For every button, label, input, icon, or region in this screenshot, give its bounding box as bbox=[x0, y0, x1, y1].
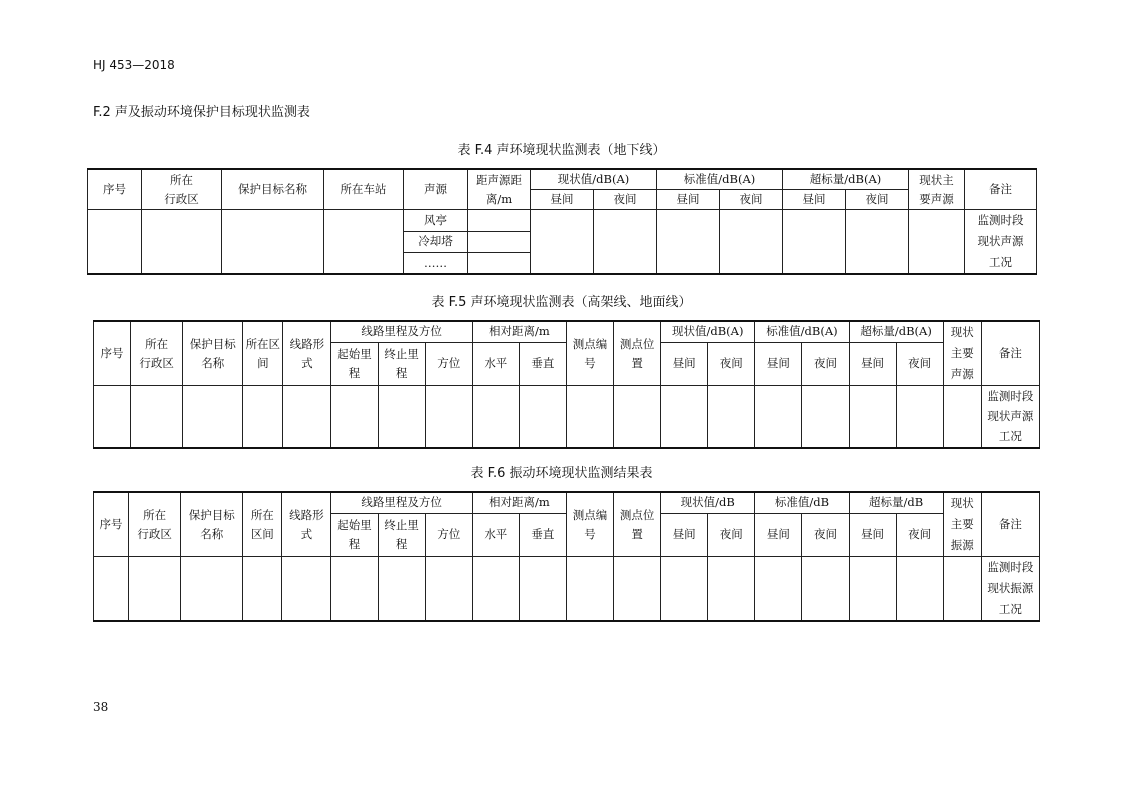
table-f4 bbox=[87, 168, 1037, 275]
col-start-mileage: 起始里 程 bbox=[331, 513, 378, 557]
col-current-day: 昼间 bbox=[661, 342, 708, 386]
col-exceed: 超标量/dB bbox=[849, 492, 943, 513]
table-cell bbox=[909, 210, 965, 275]
table-cell bbox=[425, 557, 472, 622]
table-cell bbox=[331, 386, 378, 448]
source-row-3: …… bbox=[404, 253, 468, 275]
document-code: HJ 453—2018 bbox=[93, 58, 175, 72]
table-cell bbox=[181, 557, 243, 622]
col-line-form: 线路形 式 bbox=[282, 492, 331, 557]
col-seq: 序号 bbox=[94, 492, 129, 557]
col-seq: 序号 bbox=[88, 169, 142, 210]
table-cell bbox=[222, 210, 324, 275]
table-cell bbox=[708, 386, 755, 448]
table-cell bbox=[849, 557, 896, 622]
remark-body: 监测时段 现状声源 工况 bbox=[965, 210, 1037, 275]
col-exceed-night: 夜间 bbox=[896, 342, 943, 386]
col-exceed-day: 昼间 bbox=[849, 513, 896, 557]
col-point-position: 测点位 置 bbox=[614, 321, 661, 386]
col-current: 现状值/dB(A) bbox=[531, 169, 657, 190]
source-row-2: 冷却塔 bbox=[404, 231, 468, 253]
col-station: 所在车站 bbox=[324, 169, 404, 210]
col-region: 所在 行政区 bbox=[129, 492, 181, 557]
table-cell bbox=[331, 557, 378, 622]
table-cell bbox=[283, 386, 331, 448]
col-start-mileage: 起始里 程 bbox=[331, 342, 378, 386]
table-cell bbox=[472, 386, 519, 448]
col-vertical: 垂直 bbox=[519, 342, 566, 386]
col-exceed: 超标量/dB(A) bbox=[849, 321, 943, 342]
col-target: 保护目标名称 bbox=[222, 169, 324, 210]
col-current: 现状值/dB bbox=[661, 492, 755, 513]
col-point-id: 测点编 号 bbox=[566, 321, 613, 386]
col-mileage: 线路里程及方位 bbox=[331, 492, 472, 513]
col-seq: 序号 bbox=[94, 321, 131, 386]
col-relative-distance: 相对距离/m bbox=[472, 321, 566, 342]
col-main-source: 现状 主要 声源 bbox=[943, 321, 981, 386]
col-standard-day: 昼间 bbox=[755, 342, 802, 386]
table-cell bbox=[324, 210, 404, 275]
col-current: 现状值/dB(A) bbox=[661, 321, 755, 342]
table-cell bbox=[657, 210, 720, 275]
table-cell bbox=[594, 210, 657, 275]
table-cell bbox=[755, 557, 802, 622]
col-section: 所在 区间 bbox=[243, 492, 282, 557]
table-cell bbox=[425, 386, 472, 448]
remark-body: 监测时段 现状振源 工况 bbox=[981, 557, 1039, 622]
table-cell bbox=[720, 210, 783, 275]
col-source: 声源 bbox=[404, 169, 468, 210]
table-cell bbox=[129, 557, 181, 622]
table-cell bbox=[282, 557, 331, 622]
page-number: 38 bbox=[93, 700, 109, 714]
col-current-night: 夜间 bbox=[594, 190, 657, 210]
col-line-form: 线路形 式 bbox=[283, 321, 331, 386]
col-standard-day: 昼间 bbox=[657, 190, 720, 210]
table-cell bbox=[531, 210, 594, 275]
col-current-day: 昼间 bbox=[531, 190, 594, 210]
table-cell bbox=[614, 557, 661, 622]
table-cell bbox=[243, 557, 282, 622]
table-cell bbox=[566, 386, 613, 448]
table-cell bbox=[378, 557, 425, 622]
col-main-source: 现状主 要声源 bbox=[909, 169, 965, 210]
table-cell bbox=[142, 210, 222, 275]
table-cell bbox=[849, 386, 896, 448]
col-exceed-day: 昼间 bbox=[849, 342, 896, 386]
table-cell bbox=[783, 210, 846, 275]
col-standard-night: 夜间 bbox=[802, 513, 849, 557]
table-cell bbox=[896, 557, 943, 622]
table-cell bbox=[802, 386, 849, 448]
table-cell bbox=[519, 557, 566, 622]
table-cell bbox=[468, 253, 531, 275]
col-current-night: 夜间 bbox=[708, 513, 755, 557]
table-cell bbox=[131, 386, 183, 448]
table-cell bbox=[846, 210, 909, 275]
col-remark: 备注 bbox=[981, 321, 1039, 386]
remark-body: 监测时段 现状声源 工况 bbox=[981, 386, 1039, 448]
table-cell bbox=[94, 557, 129, 622]
table-cell bbox=[243, 386, 283, 448]
col-vertical: 垂直 bbox=[519, 513, 566, 557]
table-cell bbox=[468, 210, 531, 232]
col-point-id: 测点编 号 bbox=[566, 492, 613, 557]
table-cell bbox=[472, 557, 519, 622]
table-f4-title: 表 F.4 声环境现状监测表（地下线） bbox=[457, 143, 666, 158]
col-standard: 标准值/dB(A) bbox=[657, 169, 783, 190]
table-cell bbox=[88, 210, 142, 275]
col-section: 所在区 间 bbox=[243, 321, 283, 386]
col-region: 所在 行政区 bbox=[131, 321, 183, 386]
table-cell bbox=[943, 386, 981, 448]
table-cell bbox=[661, 386, 708, 448]
table-cell bbox=[661, 557, 708, 622]
table-cell bbox=[183, 386, 243, 448]
col-exceed-night: 夜间 bbox=[896, 513, 943, 557]
table-cell bbox=[519, 386, 566, 448]
col-point-position: 测点位 置 bbox=[614, 492, 661, 557]
table-cell bbox=[94, 386, 131, 448]
table-cell bbox=[755, 386, 802, 448]
col-standard: 标准值/dB(A) bbox=[755, 321, 849, 342]
col-horizontal: 水平 bbox=[472, 513, 519, 557]
col-current-day: 昼间 bbox=[661, 513, 708, 557]
col-end-mileage: 终止里 程 bbox=[378, 513, 425, 557]
col-target: 保护目标 名称 bbox=[183, 321, 243, 386]
col-target: 保护目标 名称 bbox=[181, 492, 243, 557]
table-f5 bbox=[93, 320, 1040, 449]
col-exceed: 超标量/dB(A) bbox=[783, 169, 909, 190]
col-distance: 距声源距 离/m bbox=[468, 169, 531, 210]
table-cell bbox=[802, 557, 849, 622]
source-row-1: 风亭 bbox=[404, 210, 468, 232]
table-cell bbox=[896, 386, 943, 448]
table-f6-title: 表 F.6 振动环境现状监测结果表 bbox=[470, 466, 653, 481]
table-cell bbox=[378, 386, 425, 448]
col-bearing: 方位 bbox=[425, 342, 472, 386]
col-relative-distance: 相对距离/m bbox=[472, 492, 566, 513]
col-remark: 备注 bbox=[981, 492, 1039, 557]
table-f6 bbox=[93, 491, 1040, 622]
table-cell bbox=[468, 231, 531, 253]
col-standard-night: 夜间 bbox=[802, 342, 849, 386]
col-current-night: 夜间 bbox=[708, 342, 755, 386]
table-cell bbox=[614, 386, 661, 448]
col-bearing: 方位 bbox=[425, 513, 472, 557]
col-standard-day: 昼间 bbox=[755, 513, 802, 557]
table-f5-title: 表 F.5 声环境现状监测表（高架线、地面线） bbox=[431, 295, 692, 310]
col-end-mileage: 终止里 程 bbox=[378, 342, 425, 386]
col-horizontal: 水平 bbox=[472, 342, 519, 386]
col-remark: 备注 bbox=[965, 169, 1037, 210]
col-standard-night: 夜间 bbox=[720, 190, 783, 210]
col-exceed-night: 夜间 bbox=[846, 190, 909, 210]
section-title: F.2 声及振动环境保护目标现状监测表 bbox=[93, 105, 310, 120]
table-cell bbox=[708, 557, 755, 622]
col-mileage: 线路里程及方位 bbox=[331, 321, 472, 342]
col-region: 所在 行政区 bbox=[142, 169, 222, 210]
table-cell bbox=[943, 557, 981, 622]
col-standard: 标准值/dB bbox=[755, 492, 849, 513]
col-exceed-day: 昼间 bbox=[783, 190, 846, 210]
table-cell bbox=[566, 557, 613, 622]
col-main-vibration-source: 现状 主要 振源 bbox=[943, 492, 981, 557]
